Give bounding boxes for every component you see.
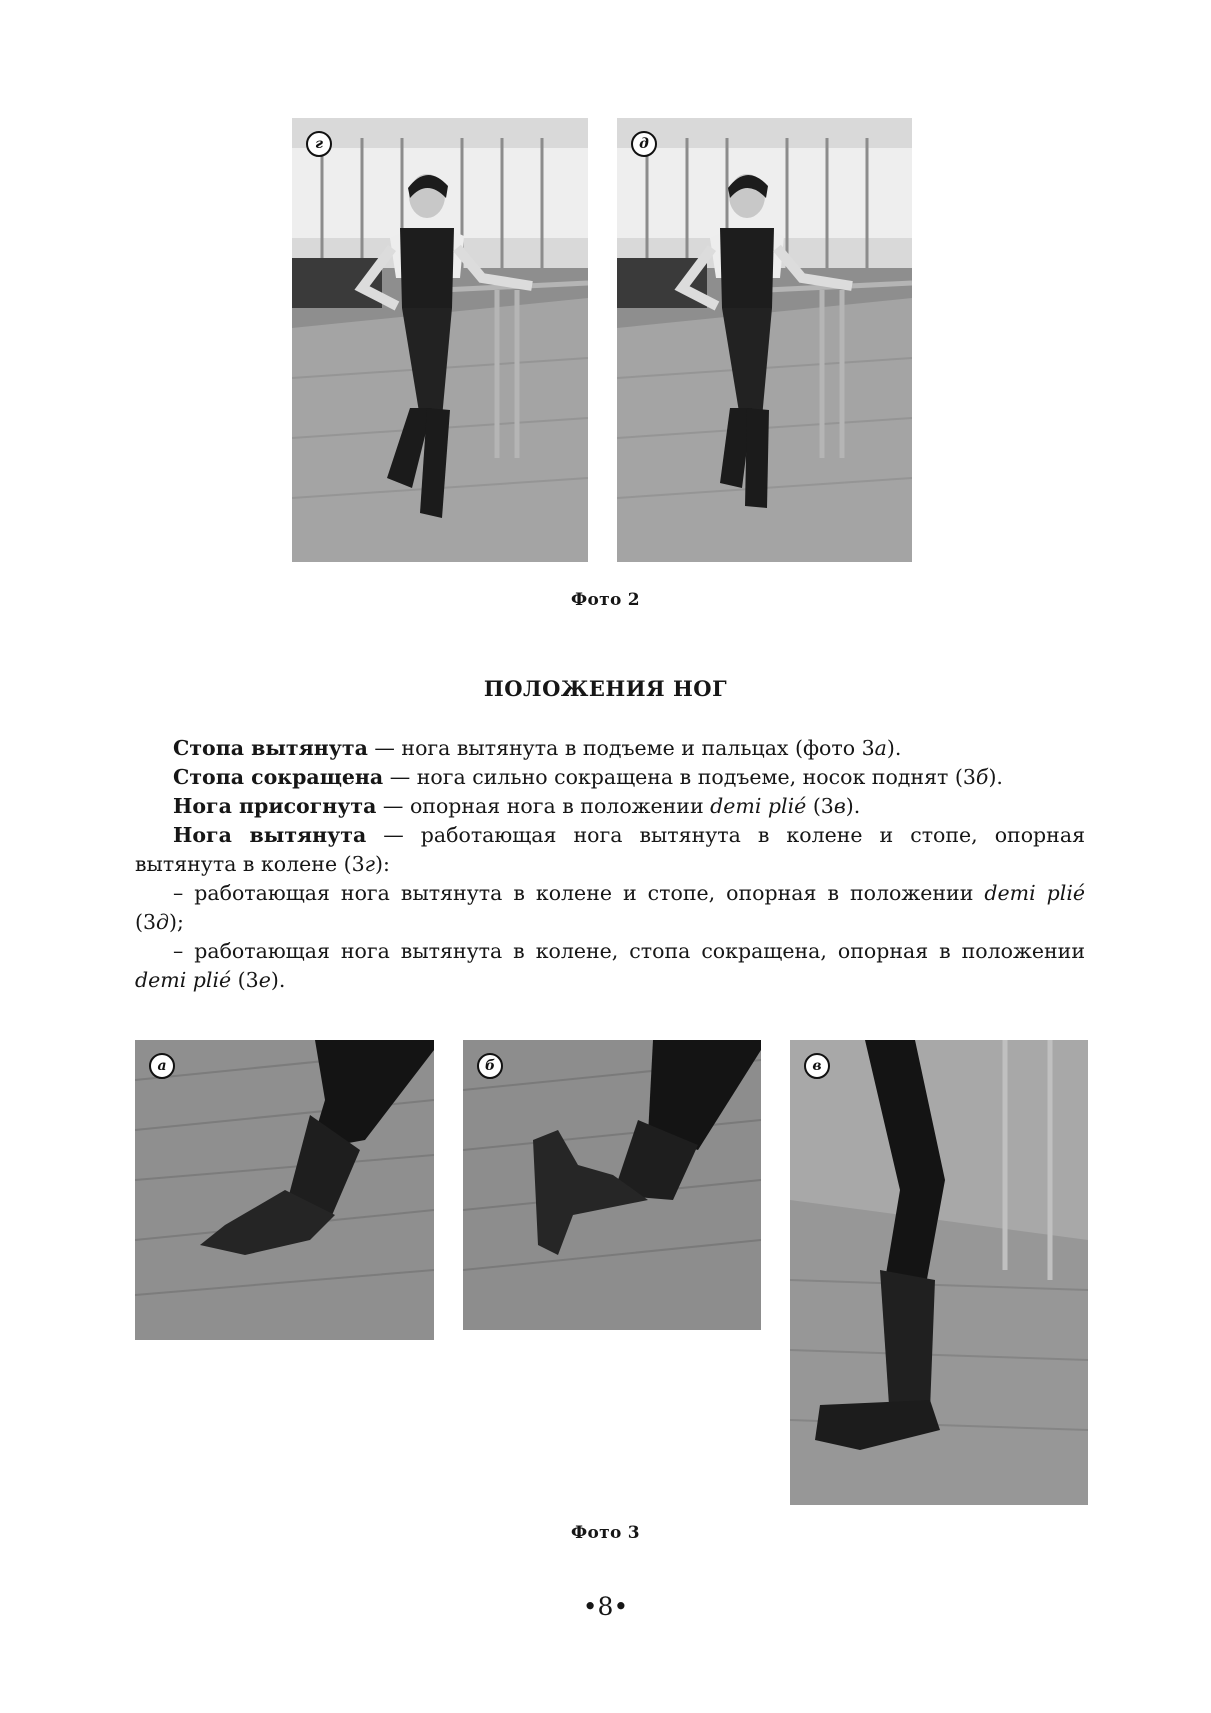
photo-3v: [790, 1040, 1088, 1505]
photo-3a-label: а: [149, 1053, 175, 1079]
photo-3b-image: [463, 1040, 761, 1330]
term: Стопа вытянута: [173, 736, 368, 760]
photo-2g: [292, 118, 588, 562]
photo-2d: [617, 118, 912, 562]
paragraph-4: Нога вытянута — работающая нога вытянута в колене и стопе, опорная вытянута в колене (3г):: [135, 823, 1085, 876]
term: Нога присогнута: [173, 794, 377, 818]
paragraph-1: Стопа вытянута — нога вытянута в подъеме и пальцах (фото 3а).: [173, 736, 902, 760]
term: Стопа сокращена: [173, 765, 384, 789]
photo-2-caption: Фото 2: [571, 590, 640, 610]
paragraph-6: – работающая нога вытянута в колене, стопа сокращена, опорная в положении demi plié (3е).: [135, 939, 1085, 992]
photo-2g-label: г: [306, 131, 332, 157]
photo-3a: [135, 1040, 434, 1340]
photo-3b: [463, 1040, 761, 1330]
term: Нога вытянута: [173, 823, 367, 847]
photo-3v-label: в: [804, 1053, 830, 1079]
photo-2d-label: д: [631, 131, 657, 157]
paragraph-2: Стопа сокращена — нога сильно сокращена в подъеме, носок поднят (3б).: [173, 765, 1003, 789]
photo-3a-image: [135, 1040, 434, 1340]
page-number: •8•: [582, 1592, 629, 1621]
paragraph-5: – работающая нога вытянута в колене и стопе, опорная в положении demi plié (3д);: [135, 881, 1086, 934]
section-title: ПОЛОЖЕНИЯ НОГ: [483, 676, 728, 701]
photo-3-caption: Фото 3: [571, 1523, 640, 1543]
body-text: [135, 734, 1085, 995]
photo-2d-image: [617, 118, 912, 562]
photo-3b-label: б: [477, 1053, 503, 1079]
paragraph-3: Нога присогнута — опорная нога в положении demi plié (3в).: [173, 794, 861, 818]
photo-2g-image: [292, 118, 588, 562]
photo-3v-image: [790, 1040, 1088, 1505]
